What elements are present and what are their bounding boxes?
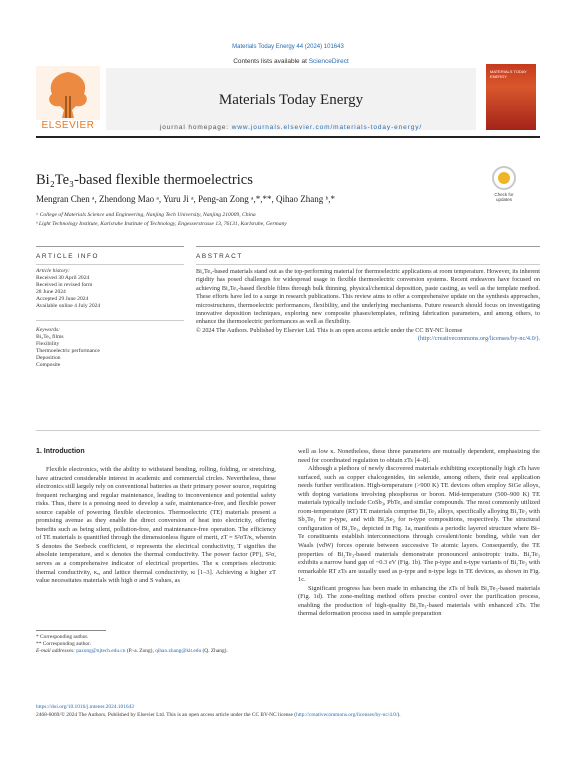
abstract-text: Bi₂Te₃-based materials stand out as the top-performing material for thermoelectric applications at room temperature. However, its inherent rigidity has posed challenges for widespread usage in flexible thermoelectric conversion systems. Recent endeavors have focused on achieving Bi₂Te₃-based flexible films through bulk thinning, physical/chemical deposition, paste casting, as well as the template method. These efforts have led to a surge in research publications. This review aims to offer a comprehensive update on the synthesis approaches, microstructures, thermoelectric performances, flexibility, and the underlying mechanisms. Future research should focus on investigating innovative deposition techniques, exploring new composite phases/templates, refining fabrication parameters, and among others, to enhance the thermoelectric performances as well as flexibility. [196, 268, 540, 326]
license-link[interactable]: (http://creativecommons.org/licenses/by-nc/4.0/). [417, 335, 540, 343]
journal-title: Materials Today Energy [218, 92, 364, 108]
paper-title: Bi₂Te₃-based flexible thermoelectrics [36, 172, 253, 188]
cover-title: MATERIALS TODAY ENERGY [490, 69, 527, 79]
abstract-body [196, 268, 540, 344]
section-heading-introduction: 1. Introduction [36, 448, 85, 455]
header-divider [36, 136, 540, 138]
corresponding-author-note: * Corresponding author. [36, 634, 89, 640]
article-info-rule [36, 246, 184, 247]
abstract-copyright: © 2024 The Authors. Published by Elsevier Ltd. This is an open access article under the CC BY-NC license [196, 326, 463, 334]
article-info-subrule [36, 264, 184, 265]
footer-license-text: 2468-6069/© 2024 The Authors. Published by Elsevier Ltd. This is an open access article under the CC BY-NC license ( [36, 711, 297, 718]
email-owner: (P.-a. Zong), [125, 648, 156, 655]
keywords-divider [36, 320, 184, 321]
history-item: 28 June 2024 [36, 289, 66, 296]
article-info-heading: ARTICLE INFO [36, 253, 100, 260]
email-link[interactable]: pazong@njtech.edu.cn [76, 648, 126, 655]
journal-reference[interactable]: Materials Today Energy 44 (2024) 101643 [232, 44, 344, 50]
footer-license [36, 712, 540, 720]
body-column-right [298, 448, 540, 619]
homepage-link[interactable]: www.journals.elsevier.com/materials-today-energy/ [231, 124, 423, 131]
check-for-updates-button[interactable] [490, 166, 518, 202]
footnote-rule [36, 630, 106, 631]
body-column-left [36, 466, 276, 586]
keywords-label: Keywords: [36, 326, 61, 333]
sciencedirect-link[interactable]: ScienceDirect [308, 58, 349, 65]
check-updates-label: Check for updates [494, 192, 514, 202]
footer-license-link[interactable]: http://creativecommons.org/licenses/by-nc/4.0/ [296, 711, 398, 718]
contents-line [106, 58, 476, 65]
keyword: Flexibility [36, 340, 60, 347]
keyword: Composite [36, 362, 61, 369]
abstract-rule [196, 246, 540, 247]
abstract-subrule [196, 264, 540, 265]
history-item: Accepted 29 June 2024 [36, 296, 89, 303]
article-info-box [36, 268, 184, 369]
history-item: Available online 4 July 2024 [36, 303, 101, 310]
email-owner: (Q. Zhang). [201, 648, 228, 655]
email-link[interactable]: qihao.zhang@kit.edu [155, 648, 202, 655]
keyword: Bi₂Te₃ films [36, 333, 64, 340]
body-paragraph: well as low κ. Nonetheless, these three parameters are mutually dependent, emphasizing the need for coordinated regulation to obtain zTs [4–8]. [298, 448, 540, 464]
affiliation-b: ᵇ Light Technology Institute, Karlsruhe Institute of Technology, Engesserstrasse 13, 76131, Karlsruhe, Germany [36, 221, 287, 227]
journal-banner-center [106, 58, 476, 131]
footnotes [36, 634, 276, 656]
homepage-prefix: journal homepage: [159, 124, 232, 131]
email-addresses [36, 648, 276, 655]
journal-homepage [106, 124, 476, 131]
author-list[interactable]: Mengran Chen ᵃ, Zhendong Mao ᵃ, Yuru Ji ᵃ, Peng-an Zong ᵃ,*,**, Qihao Zhang ᵇ,* [36, 194, 335, 204]
body-paragraph: Significant progress has been made in enhancing the zTs of bulk Bi₂Te₃-based materials (Fig. 1d). The zone-melting method offers precise control over the purification process, enabling the production of high-quality Bi₂Te₃-based materials with enhanced zTs. The thermal deformation process used in sample preparation [298, 584, 540, 618]
elsevier-tree-logo [36, 66, 100, 126]
doi-link[interactable]: https://doi.org/10.1016/j.mtener.2024.101643 [36, 704, 134, 710]
front-matter-rule [36, 430, 540, 431]
keyword: Thermoelectric performance [36, 347, 100, 354]
tree-icon [36, 66, 100, 120]
affiliation-a: ᵃ College of Materials Science and Engineering, Nanjing Tech University, Nanjing 210009, China [36, 212, 256, 218]
contents-prefix: Contents lists available at [233, 58, 309, 65]
check-updates-icon [492, 166, 516, 190]
body-paragraph: Although a plethora of newly discovered materials exhibiting exceptionally high zTs have surfaced, such as copper chalcogenides, tin selenide, among others, their real application needs further verification. High-temperature (>900 K) TE devices often employ SiGe alloys, with doping variations involving phosphorus or boron. Mid-temperature (500–900 K) TE materials typically include CoSb₃, PbTe, and similar compounds. The most commonly utilized room-temperature (RT) TE materials comprise Bi₂Te₃ alloys, specifically alloying Bi₂Te₃ with Sb₂Te₃ for p-type, and with Bi₂Se₃ for n-type compositions, respectively. The structural configuration of Bi₂Te₃, depicted in Fig. 1a, manifests a periodic layered structure where Bi–Te constituents establish interconnections through covalent/ionic bonding, while van der Waals (vdW) forces operate between successive Te atomic layers. Consequently, the TE properties of Bi₂Te₃-based materials demonstrate pronounced anisotropic traits. Bi₂Te₃ exhibits a narrow band gap of ~0.3 eV (Fig. 1b). The p-type and n-type variants of Bi₂Te₃ with remarkable RT zTs are usually used as p-type and n-type legs in TE devices, as shown in Fig. 1c. [298, 465, 540, 584]
publisher-name: ELSEVIER [41, 120, 95, 131]
page-footer [36, 704, 540, 719]
history-item: Received 30 April 2024 [36, 275, 90, 282]
history-label: Article history: [36, 268, 71, 274]
keyword: Deposition [36, 354, 61, 361]
footer-license-suffix: ). [397, 711, 401, 718]
email-label: E-mail addresses: [36, 648, 77, 655]
abstract-heading: ABSTRACT [196, 253, 243, 260]
body-paragraph: Flexible electronics, with the ability to withstand bending, rolling, folding, or stretching, have attracted considerable interest in academic and commercial circles. Nevertheless, these electronics still largely rely on conventional batteries as their primary power source, requiring frequent recharging and regular maintenance, leading to inconvenience and potential safety risks. Thus, there is a pressing need to develop a safe, maintenance-free, and flexible power source capable of powering flexible electronics. Thermoelectric (TE) materials present a promising avenue as they enable the direct conversion of heat into electricity, offering benefits such as being silent, pollution-free, and maintenance-free operation. The efficiency of TE materials is quantified through the dimensionless figure of merit, zT = S²σT/κ, wherein S denotes the Seebeck coefficient, σ represents the electrical conductivity, T signifies the absolute temperature, and κ denotes the thermal conductivity. The power factor (PF), S²σ, serves as a comprehensive indicator of electrical properties. The κ comprises electronic thermal conductivity, κₑ, and lattice thermal conductivity, κₗ [1–3]. Achieving a higher zT value necessitates materials with high σ and S values, as [36, 466, 276, 585]
history-item: Received in revised form [36, 282, 93, 289]
corresponding-author-note: ** Corresponding author. [36, 641, 91, 648]
journal-banner [36, 56, 540, 132]
journal-cover-image[interactable] [486, 64, 536, 130]
